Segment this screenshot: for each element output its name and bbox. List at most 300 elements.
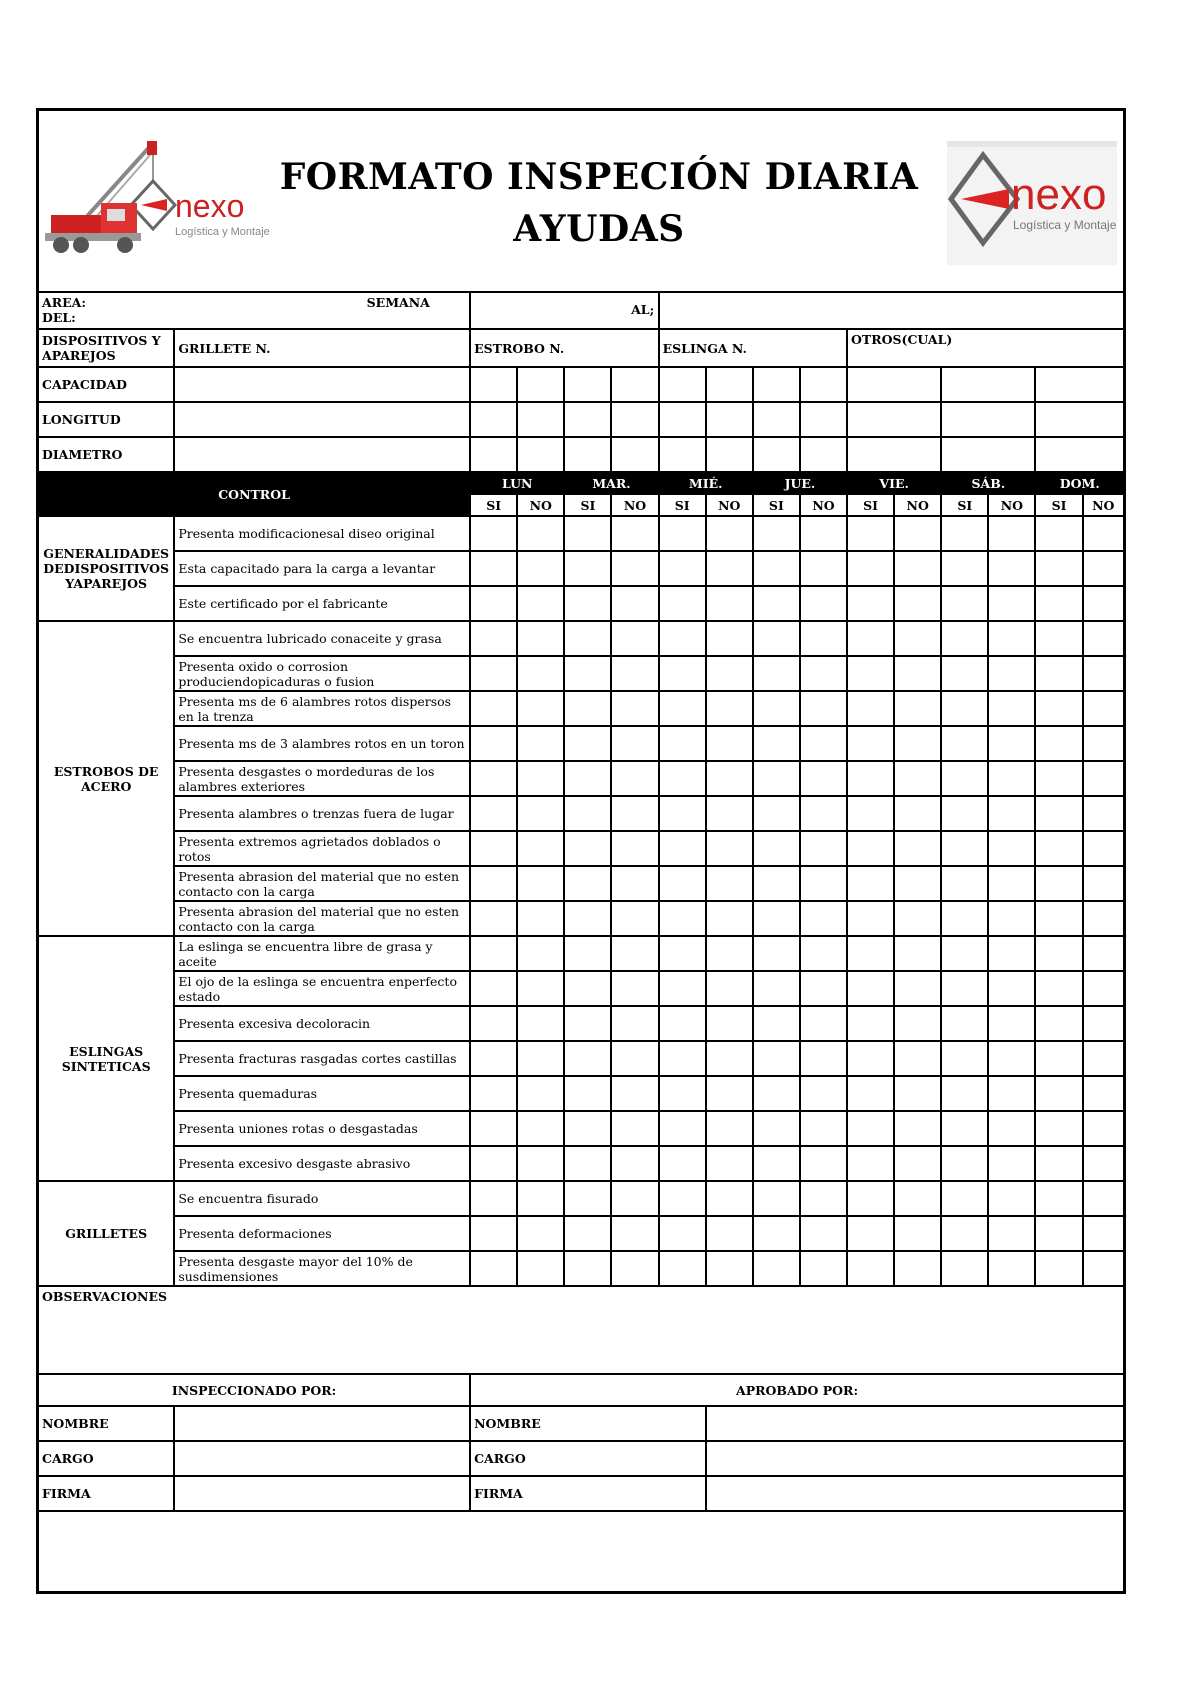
device-value-cell[interactable] [659,402,706,437]
device-value-cell[interactable] [517,402,564,437]
si-checkbox-cell[interactable] [1035,761,1082,796]
si-checkbox-cell[interactable] [564,726,611,761]
cargo-field-right[interactable] [706,1441,1123,1476]
no-checkbox-cell[interactable] [611,656,658,691]
si-checkbox-cell[interactable] [659,1041,706,1076]
si-checkbox-cell[interactable] [470,761,517,796]
no-checkbox-cell[interactable] [517,1076,564,1111]
si-checkbox-cell[interactable] [941,1251,988,1286]
si-checkbox-cell[interactable] [1035,1216,1082,1251]
no-checkbox-cell[interactable] [800,726,847,761]
si-checkbox-cell[interactable] [941,971,988,1006]
no-checkbox-cell[interactable] [894,901,941,936]
si-checkbox-cell[interactable] [659,691,706,726]
si-checkbox-cell[interactable] [564,1006,611,1041]
grillete-value-cell[interactable] [174,437,470,472]
device-value-cell[interactable] [611,437,658,472]
no-checkbox-cell[interactable] [988,586,1035,621]
si-checkbox-cell[interactable] [847,656,894,691]
no-checkbox-cell[interactable] [517,1216,564,1251]
otros-value-cell[interactable] [847,437,941,472]
no-checkbox-cell[interactable] [894,656,941,691]
si-checkbox-cell[interactable] [564,1251,611,1286]
no-checkbox-cell[interactable] [706,1146,753,1181]
no-checkbox-cell[interactable] [1083,1006,1123,1041]
no-checkbox-cell[interactable] [611,1076,658,1111]
device-value-cell[interactable] [706,367,753,402]
nombre-field-left[interactable] [174,1406,470,1441]
no-checkbox-cell[interactable] [1083,691,1123,726]
si-checkbox-cell[interactable] [941,516,988,551]
si-checkbox-cell[interactable] [659,1216,706,1251]
no-checkbox-cell[interactable] [894,621,941,656]
si-checkbox-cell[interactable] [1035,1006,1082,1041]
si-checkbox-cell[interactable] [753,1216,800,1251]
device-value-cell[interactable] [753,367,800,402]
no-checkbox-cell[interactable] [611,831,658,866]
si-checkbox-cell[interactable] [753,726,800,761]
si-checkbox-cell[interactable] [470,971,517,1006]
si-checkbox-cell[interactable] [847,726,894,761]
si-checkbox-cell[interactable] [753,1251,800,1286]
no-checkbox-cell[interactable] [517,691,564,726]
si-checkbox-cell[interactable] [564,1216,611,1251]
si-checkbox-cell[interactable] [659,1146,706,1181]
no-checkbox-cell[interactable] [517,621,564,656]
si-checkbox-cell[interactable] [847,1181,894,1216]
si-checkbox-cell[interactable] [753,1146,800,1181]
si-checkbox-cell[interactable] [564,516,611,551]
no-checkbox-cell[interactable] [611,1146,658,1181]
no-checkbox-cell[interactable] [988,656,1035,691]
no-checkbox-cell[interactable] [894,586,941,621]
no-checkbox-cell[interactable] [517,901,564,936]
si-checkbox-cell[interactable] [941,1006,988,1041]
si-checkbox-cell[interactable] [847,1111,894,1146]
no-checkbox-cell[interactable] [517,831,564,866]
no-checkbox-cell[interactable] [800,1216,847,1251]
no-checkbox-cell[interactable] [988,1006,1035,1041]
si-checkbox-cell[interactable] [564,1111,611,1146]
si-checkbox-cell[interactable] [1035,691,1082,726]
no-checkbox-cell[interactable] [1083,1146,1123,1181]
no-checkbox-cell[interactable] [517,1146,564,1181]
si-checkbox-cell[interactable] [564,971,611,1006]
si-checkbox-cell[interactable] [659,1111,706,1146]
si-checkbox-cell[interactable] [941,691,988,726]
si-checkbox-cell[interactable] [847,1076,894,1111]
otros-value-cell[interactable] [1035,437,1123,472]
semana-field[interactable] [470,291,658,329]
si-checkbox-cell[interactable] [941,866,988,901]
si-checkbox-cell[interactable] [941,1181,988,1216]
no-checkbox-cell[interactable] [611,1006,658,1041]
si-checkbox-cell[interactable] [470,586,517,621]
no-checkbox-cell[interactable] [800,1006,847,1041]
nombre-field-right[interactable] [706,1406,1123,1441]
no-checkbox-cell[interactable] [517,1041,564,1076]
si-checkbox-cell[interactable] [941,761,988,796]
si-checkbox-cell[interactable] [847,971,894,1006]
no-checkbox-cell[interactable] [1083,1041,1123,1076]
no-checkbox-cell[interactable] [517,726,564,761]
no-checkbox-cell[interactable] [988,761,1035,796]
no-checkbox-cell[interactable] [706,586,753,621]
si-checkbox-cell[interactable] [1035,1146,1082,1181]
no-checkbox-cell[interactable] [894,1251,941,1286]
no-checkbox-cell[interactable] [800,901,847,936]
no-checkbox-cell[interactable] [517,1006,564,1041]
si-checkbox-cell[interactable] [753,1041,800,1076]
si-checkbox-cell[interactable] [470,796,517,831]
no-checkbox-cell[interactable] [800,1111,847,1146]
si-checkbox-cell[interactable] [753,1006,800,1041]
no-checkbox-cell[interactable] [894,726,941,761]
si-checkbox-cell[interactable] [470,551,517,586]
no-checkbox-cell[interactable] [611,796,658,831]
no-checkbox-cell[interactable] [988,936,1035,971]
si-checkbox-cell[interactable] [1035,936,1082,971]
si-checkbox-cell[interactable] [470,1006,517,1041]
no-checkbox-cell[interactable] [894,1076,941,1111]
device-value-cell[interactable] [611,402,658,437]
si-checkbox-cell[interactable] [470,656,517,691]
no-checkbox-cell[interactable] [706,971,753,1006]
no-checkbox-cell[interactable] [1083,831,1123,866]
si-checkbox-cell[interactable] [564,1181,611,1216]
si-checkbox-cell[interactable] [659,866,706,901]
device-value-cell[interactable] [611,367,658,402]
si-checkbox-cell[interactable] [659,656,706,691]
no-checkbox-cell[interactable] [706,796,753,831]
no-checkbox-cell[interactable] [611,1251,658,1286]
no-checkbox-cell[interactable] [988,971,1035,1006]
si-checkbox-cell[interactable] [847,761,894,796]
si-checkbox-cell[interactable] [1035,971,1082,1006]
si-checkbox-cell[interactable] [941,586,988,621]
no-checkbox-cell[interactable] [800,866,847,901]
no-checkbox-cell[interactable] [517,796,564,831]
no-checkbox-cell[interactable] [988,726,1035,761]
si-checkbox-cell[interactable] [564,586,611,621]
no-checkbox-cell[interactable] [800,1041,847,1076]
si-checkbox-cell[interactable] [753,1181,800,1216]
si-checkbox-cell[interactable] [1035,1111,1082,1146]
device-value-cell[interactable] [517,437,564,472]
no-checkbox-cell[interactable] [706,1006,753,1041]
no-checkbox-cell[interactable] [706,831,753,866]
no-checkbox-cell[interactable] [988,796,1035,831]
no-checkbox-cell[interactable] [800,551,847,586]
no-checkbox-cell[interactable] [894,516,941,551]
no-checkbox-cell[interactable] [800,621,847,656]
si-checkbox-cell[interactable] [1035,831,1082,866]
si-checkbox-cell[interactable] [470,1076,517,1111]
si-checkbox-cell[interactable] [1035,551,1082,586]
si-checkbox-cell[interactable] [753,551,800,586]
si-checkbox-cell[interactable] [847,1216,894,1251]
no-checkbox-cell[interactable] [988,551,1035,586]
no-checkbox-cell[interactable] [611,901,658,936]
otros-value-cell[interactable] [1035,402,1123,437]
si-checkbox-cell[interactable] [659,901,706,936]
si-checkbox-cell[interactable] [659,621,706,656]
si-checkbox-cell[interactable] [941,551,988,586]
no-checkbox-cell[interactable] [611,936,658,971]
no-checkbox-cell[interactable] [706,866,753,901]
si-checkbox-cell[interactable] [1035,656,1082,691]
si-checkbox-cell[interactable] [941,621,988,656]
device-value-cell[interactable] [800,402,847,437]
no-checkbox-cell[interactable] [894,936,941,971]
si-checkbox-cell[interactable] [470,1041,517,1076]
si-checkbox-cell[interactable] [753,586,800,621]
device-value-cell[interactable] [470,367,517,402]
grillete-value-cell[interactable] [174,402,470,437]
si-checkbox-cell[interactable] [1035,1041,1082,1076]
si-checkbox-cell[interactable] [941,1076,988,1111]
firma-field-left[interactable] [174,1476,470,1511]
si-checkbox-cell[interactable] [941,1146,988,1181]
si-checkbox-cell[interactable] [470,831,517,866]
no-checkbox-cell[interactable] [706,761,753,796]
otros-value-cell[interactable] [941,437,1035,472]
si-checkbox-cell[interactable] [659,831,706,866]
si-checkbox-cell[interactable] [659,1076,706,1111]
device-value-cell[interactable] [470,402,517,437]
si-checkbox-cell[interactable] [753,691,800,726]
no-checkbox-cell[interactable] [1083,971,1123,1006]
no-checkbox-cell[interactable] [706,1076,753,1111]
no-checkbox-cell[interactable] [988,691,1035,726]
device-value-cell[interactable] [753,402,800,437]
si-checkbox-cell[interactable] [470,1251,517,1286]
device-value-cell[interactable] [564,367,611,402]
no-checkbox-cell[interactable] [894,1146,941,1181]
si-checkbox-cell[interactable] [753,831,800,866]
no-checkbox-cell[interactable] [988,1041,1035,1076]
device-value-cell[interactable] [800,437,847,472]
si-checkbox-cell[interactable] [1035,726,1082,761]
no-checkbox-cell[interactable] [800,1146,847,1181]
si-checkbox-cell[interactable] [753,516,800,551]
no-checkbox-cell[interactable] [611,726,658,761]
cargo-field-left[interactable] [174,1441,470,1476]
no-checkbox-cell[interactable] [988,1216,1035,1251]
no-checkbox-cell[interactable] [517,1251,564,1286]
no-checkbox-cell[interactable] [517,656,564,691]
si-checkbox-cell[interactable] [753,761,800,796]
si-checkbox-cell[interactable] [1035,866,1082,901]
si-checkbox-cell[interactable] [753,866,800,901]
si-checkbox-cell[interactable] [847,1146,894,1181]
no-checkbox-cell[interactable] [988,866,1035,901]
si-checkbox-cell[interactable] [753,1076,800,1111]
si-checkbox-cell[interactable] [564,901,611,936]
no-checkbox-cell[interactable] [800,971,847,1006]
si-checkbox-cell[interactable] [847,936,894,971]
si-checkbox-cell[interactable] [470,726,517,761]
no-checkbox-cell[interactable] [517,761,564,796]
device-value-cell[interactable] [659,437,706,472]
otros-value-cell[interactable] [1035,367,1123,402]
si-checkbox-cell[interactable] [847,866,894,901]
no-checkbox-cell[interactable] [800,936,847,971]
no-checkbox-cell[interactable] [517,936,564,971]
si-checkbox-cell[interactable] [470,1181,517,1216]
al-field[interactable] [659,291,1123,329]
grillete-value-cell[interactable] [174,367,470,402]
no-checkbox-cell[interactable] [706,656,753,691]
no-checkbox-cell[interactable] [800,586,847,621]
si-checkbox-cell[interactable] [470,1216,517,1251]
no-checkbox-cell[interactable] [706,691,753,726]
device-value-cell[interactable] [564,402,611,437]
no-checkbox-cell[interactable] [894,971,941,1006]
si-checkbox-cell[interactable] [1035,796,1082,831]
no-checkbox-cell[interactable] [894,691,941,726]
si-checkbox-cell[interactable] [847,691,894,726]
no-checkbox-cell[interactable] [706,1216,753,1251]
no-checkbox-cell[interactable] [611,761,658,796]
no-checkbox-cell[interactable] [988,621,1035,656]
no-checkbox-cell[interactable] [800,761,847,796]
no-checkbox-cell[interactable] [800,656,847,691]
no-checkbox-cell[interactable] [611,1041,658,1076]
si-checkbox-cell[interactable] [1035,621,1082,656]
si-checkbox-cell[interactable] [1035,516,1082,551]
si-checkbox-cell[interactable] [564,1076,611,1111]
no-checkbox-cell[interactable] [1083,901,1123,936]
no-checkbox-cell[interactable] [1083,1111,1123,1146]
no-checkbox-cell[interactable] [611,691,658,726]
otros-value-cell[interactable] [847,402,941,437]
no-checkbox-cell[interactable] [800,516,847,551]
no-checkbox-cell[interactable] [611,1216,658,1251]
no-checkbox-cell[interactable] [1083,551,1123,586]
no-checkbox-cell[interactable] [1083,796,1123,831]
no-checkbox-cell[interactable] [1083,1076,1123,1111]
si-checkbox-cell[interactable] [941,1111,988,1146]
si-checkbox-cell[interactable] [847,621,894,656]
si-checkbox-cell[interactable] [753,901,800,936]
no-checkbox-cell[interactable] [517,866,564,901]
no-checkbox-cell[interactable] [894,1006,941,1041]
no-checkbox-cell[interactable] [706,901,753,936]
no-checkbox-cell[interactable] [988,1181,1035,1216]
no-checkbox-cell[interactable] [894,866,941,901]
si-checkbox-cell[interactable] [1035,901,1082,936]
no-checkbox-cell[interactable] [1083,516,1123,551]
no-checkbox-cell[interactable] [611,516,658,551]
si-checkbox-cell[interactable] [470,936,517,971]
no-checkbox-cell[interactable] [800,691,847,726]
no-checkbox-cell[interactable] [611,621,658,656]
si-checkbox-cell[interactable] [470,516,517,551]
si-checkbox-cell[interactable] [659,761,706,796]
si-checkbox-cell[interactable] [470,901,517,936]
device-value-cell[interactable] [706,437,753,472]
no-checkbox-cell[interactable] [517,971,564,1006]
no-checkbox-cell[interactable] [1083,656,1123,691]
no-checkbox-cell[interactable] [894,1041,941,1076]
no-checkbox-cell[interactable] [1083,621,1123,656]
si-checkbox-cell[interactable] [1035,586,1082,621]
no-checkbox-cell[interactable] [894,831,941,866]
si-checkbox-cell[interactable] [659,1251,706,1286]
otros-value-cell[interactable] [941,402,1035,437]
si-checkbox-cell[interactable] [941,1216,988,1251]
si-checkbox-cell[interactable] [564,656,611,691]
no-checkbox-cell[interactable] [611,1181,658,1216]
si-checkbox-cell[interactable] [564,936,611,971]
no-checkbox-cell[interactable] [517,586,564,621]
si-checkbox-cell[interactable] [659,1181,706,1216]
si-checkbox-cell[interactable] [564,796,611,831]
si-checkbox-cell[interactable] [847,831,894,866]
firma-field-right[interactable] [706,1476,1123,1511]
si-checkbox-cell[interactable] [753,621,800,656]
no-checkbox-cell[interactable] [611,1111,658,1146]
si-checkbox-cell[interactable] [941,936,988,971]
si-checkbox-cell[interactable] [753,936,800,971]
si-checkbox-cell[interactable] [941,901,988,936]
si-checkbox-cell[interactable] [659,551,706,586]
no-checkbox-cell[interactable] [988,1076,1035,1111]
si-checkbox-cell[interactable] [941,831,988,866]
si-checkbox-cell[interactable] [564,691,611,726]
otros-value-cell[interactable] [847,367,941,402]
no-checkbox-cell[interactable] [800,1251,847,1286]
no-checkbox-cell[interactable] [611,586,658,621]
no-checkbox-cell[interactable] [611,866,658,901]
si-checkbox-cell[interactable] [659,1006,706,1041]
device-value-cell[interactable] [470,437,517,472]
si-checkbox-cell[interactable] [659,586,706,621]
si-checkbox-cell[interactable] [847,901,894,936]
no-checkbox-cell[interactable] [706,936,753,971]
si-checkbox-cell[interactable] [564,761,611,796]
si-checkbox-cell[interactable] [564,621,611,656]
no-checkbox-cell[interactable] [1083,1181,1123,1216]
no-checkbox-cell[interactable] [706,1041,753,1076]
device-value-cell[interactable] [564,437,611,472]
si-checkbox-cell[interactable] [1035,1181,1082,1216]
si-checkbox-cell[interactable] [659,726,706,761]
no-checkbox-cell[interactable] [706,516,753,551]
si-checkbox-cell[interactable] [847,586,894,621]
no-checkbox-cell[interactable] [800,796,847,831]
no-checkbox-cell[interactable] [706,1111,753,1146]
si-checkbox-cell[interactable] [847,551,894,586]
si-checkbox-cell[interactable] [659,971,706,1006]
si-checkbox-cell[interactable] [470,866,517,901]
no-checkbox-cell[interactable] [800,1076,847,1111]
si-checkbox-cell[interactable] [1035,1076,1082,1111]
si-checkbox-cell[interactable] [659,936,706,971]
no-checkbox-cell[interactable] [517,1181,564,1216]
no-checkbox-cell[interactable] [800,831,847,866]
si-checkbox-cell[interactable] [753,971,800,1006]
device-value-cell[interactable] [753,437,800,472]
si-checkbox-cell[interactable] [470,1146,517,1181]
si-checkbox-cell[interactable] [941,656,988,691]
si-checkbox-cell[interactable] [941,796,988,831]
no-checkbox-cell[interactable] [1083,586,1123,621]
no-checkbox-cell[interactable] [988,1146,1035,1181]
no-checkbox-cell[interactable] [706,551,753,586]
no-checkbox-cell[interactable] [706,621,753,656]
